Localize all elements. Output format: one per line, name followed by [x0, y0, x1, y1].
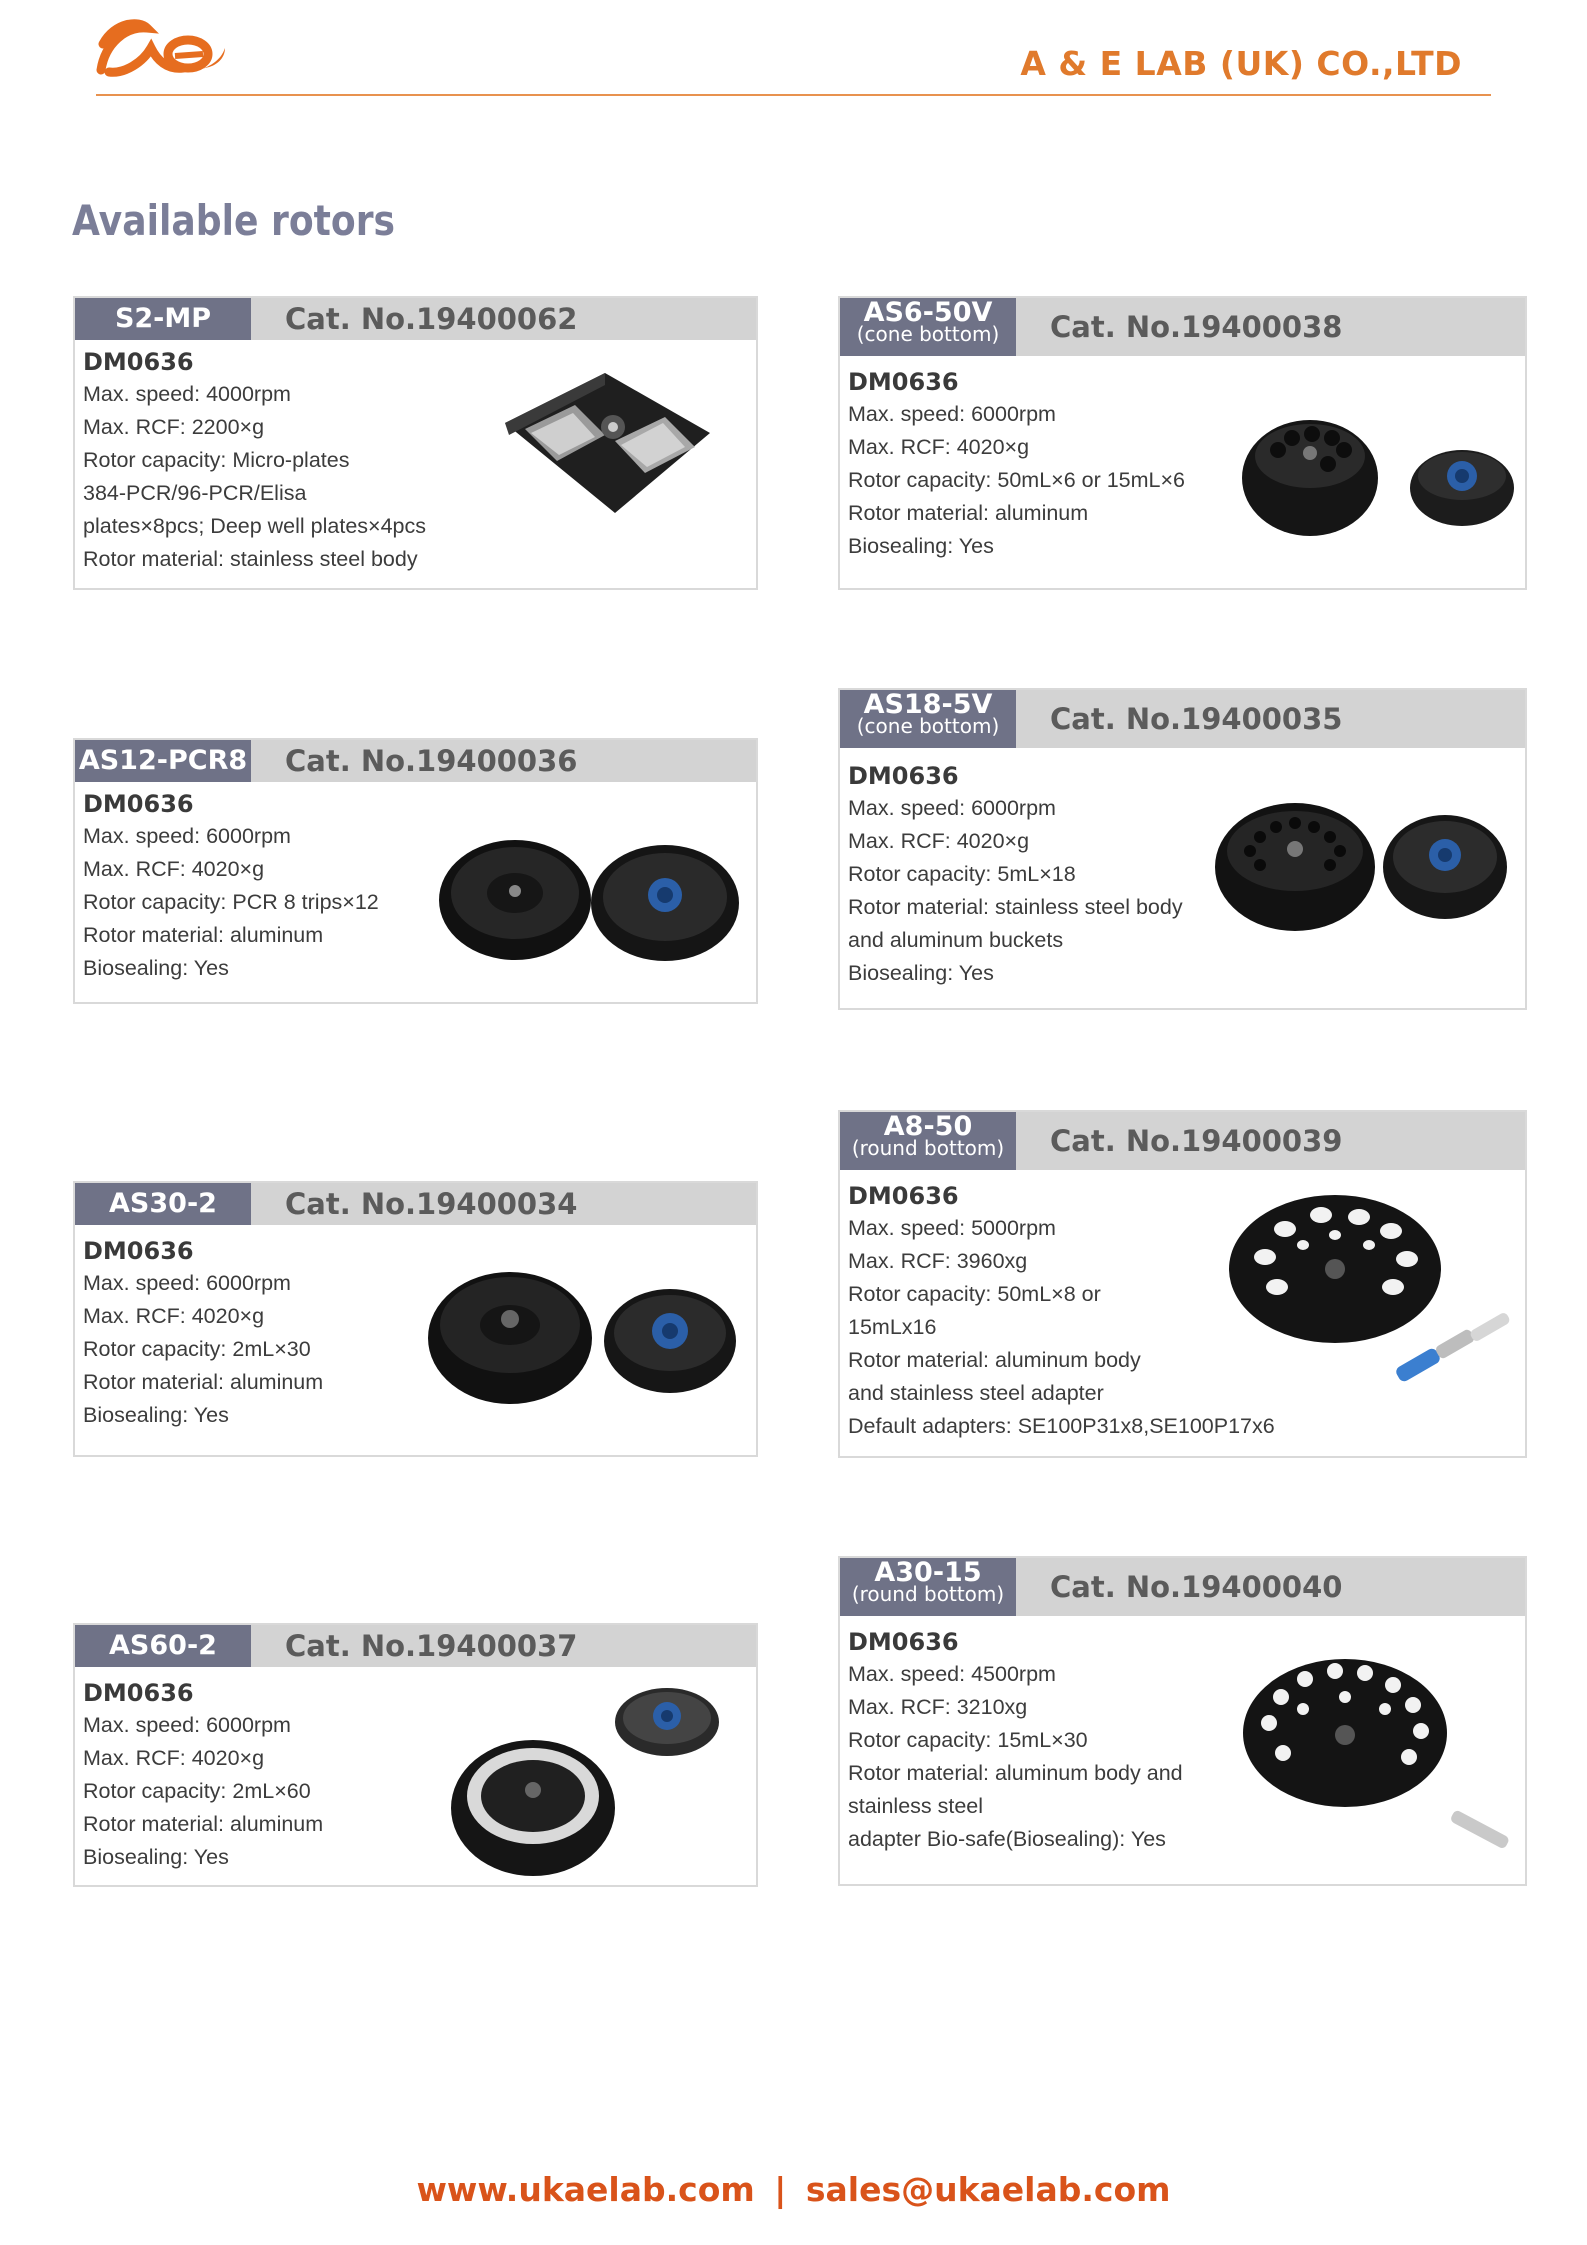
model-tab [840, 690, 1016, 748]
spec-model-code: DM0636 [848, 762, 959, 790]
rotor-image-as30 [425, 1263, 745, 1408]
spec-line: Rotor material: stainless steel body [83, 547, 418, 571]
rotor-card-s2-mp [73, 296, 758, 590]
spec-line: 384-PCR/96-PCR/Elisa [83, 481, 307, 505]
rotor-card-as6-50v [838, 296, 1527, 590]
spec-line: Rotor capacity: 2mL×30 [83, 1337, 311, 1361]
model-tab [840, 1112, 1016, 1170]
spec-line: Rotor capacity: PCR 8 trips×12 [83, 890, 379, 914]
model-name: AS18-5V [863, 689, 993, 720]
rotor-card-a30-15 [838, 1556, 1527, 1886]
spec-line: stainless steel [848, 1794, 984, 1818]
spec-line: Max. speed: 6000rpm [848, 402, 1056, 426]
card-header [75, 1625, 756, 1667]
catalog-number: Cat. No.19400038 [1050, 310, 1343, 344]
rotor-card-as18-5v [838, 688, 1527, 1010]
spec-model-code: DM0636 [83, 1679, 194, 1707]
spec-line: Rotor capacity: 50mL×6 or 15mL×6 [848, 468, 1186, 492]
spec-model-code: DM0636 [83, 790, 194, 818]
header-divider [96, 94, 1491, 96]
spec-line: plates×8pcs; Deep well plates×4pcs [83, 514, 427, 538]
spec-line: Max. speed: 6000rpm [83, 1271, 291, 1295]
footer-contact [0, 2170, 1587, 2209]
card-header [840, 298, 1525, 356]
rotor-image-cone [1230, 398, 1520, 548]
rotor-card-as12-pcr8 [73, 738, 758, 1004]
spec-line: Biosealing: Yes [83, 1403, 229, 1427]
spec-list [83, 346, 426, 576]
spec-line: Rotor capacity: Micro-plates [83, 448, 350, 472]
spec-line: Max. RCF: 4020×g [83, 857, 265, 881]
spec-line: Default adapters: SE100P31x8,SE100P17x6 [848, 1414, 1275, 1438]
spec-line: Rotor material: aluminum [83, 1370, 324, 1394]
spec-line: Biosealing: Yes [83, 956, 229, 980]
model-subtitle: (round bottom) [851, 1136, 1005, 1160]
spec-line: Max. speed: 4500rpm [848, 1662, 1056, 1686]
spec-line: Max. RCF: 2200×g [83, 415, 265, 439]
spec-line: Max. speed: 6000rpm [848, 796, 1056, 820]
spec-line: Rotor material: aluminum body [848, 1348, 1141, 1372]
company-name: A & E LAB (UK) CO.,LTD [1020, 44, 1462, 83]
footer-separator: | [774, 2170, 787, 2209]
card-header [840, 1558, 1525, 1616]
rotor-image-a30 [1235, 1653, 1520, 1853]
model-tab [840, 1558, 1016, 1616]
card-header [840, 1112, 1525, 1170]
spec-line: Rotor capacity: 15mL×30 [848, 1728, 1088, 1752]
spec-model-code: DM0636 [848, 1182, 959, 1210]
spec-line: Biosealing: Yes [83, 1845, 229, 1869]
spec-line: Max. RCF: 4020×g [83, 1304, 265, 1328]
rotor-card-a8-50 [838, 1110, 1527, 1458]
rotor-image-as60 [445, 1680, 735, 1880]
section-title: Available rotors [72, 196, 396, 245]
model-name: A30-15 [874, 1557, 982, 1588]
model-tab: S2-MP [75, 298, 251, 340]
spec-line: Max. speed: 5000rpm [848, 1216, 1056, 1240]
model-subtitle: (round bottom) [851, 1582, 1005, 1606]
spec-model-code: DM0636 [83, 1237, 194, 1265]
spec-line: Biosealing: Yes [848, 961, 994, 985]
rotor-card-as30-2 [73, 1181, 758, 1457]
model-tab: AS12-PCR8 [75, 740, 251, 782]
rotor-image-plate [495, 363, 720, 523]
spec-model-code: DM0636 [848, 368, 959, 396]
rotor-card-as60-2 [73, 1623, 758, 1887]
catalog-number: Cat. No.19400062 [285, 302, 578, 336]
card-header [75, 1183, 756, 1225]
email-link[interactable]: sales@ukaelab.com [805, 2170, 1171, 2209]
spec-line: Max. RCF: 4020×g [83, 1746, 265, 1770]
card-header [75, 740, 756, 782]
rotor-image-a8 [1225, 1187, 1520, 1397]
spec-line: Rotor material: stainless steel body [848, 895, 1183, 919]
spec-model-code: DM0636 [83, 348, 194, 376]
spec-list [83, 1235, 323, 1432]
spec-line: Biosealing: Yes [848, 534, 994, 558]
model-tab [840, 298, 1016, 356]
spec-line: Max. speed: 6000rpm [83, 824, 291, 848]
spec-line: Max. speed: 4000rpm [83, 382, 291, 406]
spec-line: Rotor capacity: 5mL×18 [848, 862, 1076, 886]
spec-list [83, 1677, 323, 1874]
catalog-number: Cat. No.19400035 [1050, 702, 1343, 736]
spec-line: Max. RCF: 3960xg [848, 1249, 1028, 1273]
spec-line: adapter Bio-safe(Biosealing): Yes [848, 1827, 1166, 1851]
catalog-number: Cat. No.19400037 [285, 1629, 578, 1663]
spec-line: and aluminum buckets [848, 928, 1064, 952]
spec-line: Rotor material: aluminum [83, 923, 324, 947]
model-subtitle: (cone bottom) [856, 714, 1000, 738]
spec-list [848, 1626, 1183, 1856]
catalog-number: Cat. No.19400039 [1050, 1124, 1343, 1158]
catalog-number: Cat. No.19400040 [1050, 1570, 1343, 1604]
spec-line: Max. RCF: 4020×g [848, 435, 1030, 459]
spec-line: Rotor material: aluminum [848, 501, 1089, 525]
spec-line: Max. RCF: 3210xg [848, 1695, 1028, 1719]
spec-line: Rotor material: aluminum body and [848, 1761, 1183, 1785]
website-link[interactable]: www.ukaelab.com [416, 2170, 755, 2209]
spec-line: Rotor material: aluminum [83, 1812, 324, 1836]
rotor-image-pcr [435, 835, 745, 965]
spec-list [83, 788, 379, 985]
spec-line: Rotor capacity: 2mL×60 [83, 1779, 311, 1803]
spec-line: and stainless steel adapter [848, 1381, 1104, 1405]
spec-line: 15mLx16 [848, 1315, 937, 1339]
card-header [840, 690, 1525, 748]
company-logo [95, 14, 230, 84]
model-subtitle: (cone bottom) [856, 322, 1000, 346]
spec-model-code: DM0636 [848, 1628, 959, 1656]
spec-line: Max. RCF: 4020×g [848, 829, 1030, 853]
model-tab: AS30-2 [75, 1183, 251, 1225]
card-header [75, 298, 756, 340]
model-name: AS6-50V [863, 297, 993, 328]
model-tab: AS60-2 [75, 1625, 251, 1667]
spec-list [848, 1180, 1275, 1443]
spec-list [848, 760, 1183, 990]
spec-list [848, 366, 1185, 563]
catalog-number: Cat. No.19400034 [285, 1187, 578, 1221]
catalog-number: Cat. No.19400036 [285, 744, 578, 778]
spec-line: Rotor capacity: 50mL×8 or [848, 1282, 1101, 1306]
model-name: A8-50 [883, 1111, 973, 1142]
rotor-image-cone-18 [1210, 795, 1520, 935]
spec-line: Max. speed: 6000rpm [83, 1713, 291, 1737]
